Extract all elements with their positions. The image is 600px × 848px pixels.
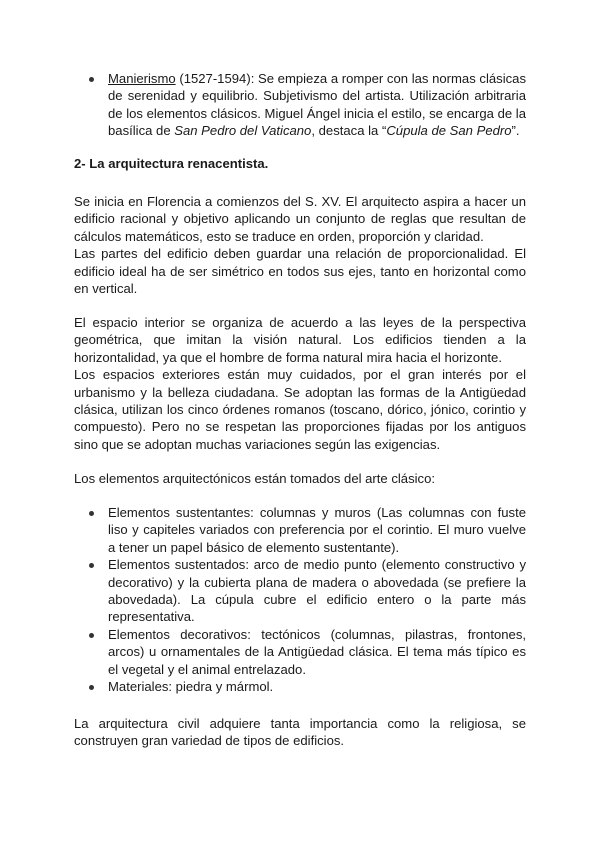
paragraph-3-text: Los elementos arquitectónicos están tomados del arte clásico: xyxy=(74,471,436,486)
mannerism-text-3: ”. xyxy=(511,123,520,139)
mannerism-italic-2: Cúpula de San Pedro xyxy=(386,123,512,139)
list-item-text: Elementos decorativos: tectónicos (columnas, pilastras, frontones, arcos) u ornamentales de la Antigüedad clásica. El tema más típico es el vegetal y el animal entrelazado. xyxy=(108,626,526,677)
paragraph-1 xyxy=(74,193,526,297)
section-title: 2- La arquitectura renacentista. xyxy=(74,156,269,171)
paragraph-2a: El espacio interior se organiza de acuerdo a las leyes de la perspectiva geométrica, que imitan la visión natural. Los edificios tienden a la horizontalidad, ya que el hombre de forma natural mira hacia el horizonte. xyxy=(74,315,526,365)
mannerism-bullet xyxy=(74,70,526,140)
list-item xyxy=(74,678,526,695)
mannerism-term: Manierismo xyxy=(108,71,176,86)
section-heading-block xyxy=(74,155,526,172)
paragraph-2b: Los espacios exteriores están muy cuidados, por el gran interés por el urbanismo y la belleza ciudadana. Se adoptan las formas de la Antigüedad clásica, utilizan los cinco órdenes romanos (toscano, dórico, jónico, corintio y compuesto). Pero no se respetan las proporciones fijadas por los antiguos sino que se adoptan muchas variaciones según las exigencias. xyxy=(74,367,526,452)
mannerism-text-2: , destaca la “ xyxy=(311,123,387,139)
mannerism-dates: (1527-1594) xyxy=(175,71,251,86)
paragraph-3 xyxy=(74,470,526,487)
mannerism-text-1: : Se empieza a romper con las normas clásicas de serenidad y equilibrio. Subjetivismo del artista. Utilización arbitraria de los elementos clásicos. Miguel Ángel inicia el estilo, se encarga de la basílica de xyxy=(108,71,526,139)
paragraph-4-text: La arquitectura civil adquiere tanta importancia como la religiosa, se construyen gran variedad de tipos de edificios. xyxy=(74,716,526,749)
bullet-dot xyxy=(89,633,94,638)
bullet-dot xyxy=(89,563,94,568)
bullet-dot xyxy=(89,685,94,690)
mannerism-italic-1: San Pedro del Vaticano xyxy=(174,123,312,139)
mannerism-list xyxy=(74,70,526,140)
bullet-dot xyxy=(89,77,94,82)
paragraph-1a: Se inicia en Florencia a comienzos del S. XV. El arquitecto aspira a hacer un edificio racional y objetivo aplicando un conjunto de reglas que resultan de cálculos matemáticos, esto se traduce en orden, proporción y claridad. xyxy=(74,194,526,244)
list-item-text: Elementos sustentados: arco de medio punto (elemento constructivo y decorativo) y la cubierta plana de madera o abovedada (se prefiere la abovedada). La cúpula cubre el edificio entero o la parte más representativa. xyxy=(108,557,526,625)
bullet-dot xyxy=(89,511,94,516)
list-item xyxy=(74,556,526,626)
list-item xyxy=(74,504,526,556)
paragraph-2 xyxy=(74,314,526,453)
paragraph-1b: Las partes del edificio deben guardar una relación de proporcionalidad. El edificio ideal ha de ser simétrico en todos sus ejes, tanto en horizontal como en vertical. xyxy=(74,246,526,297)
list-item xyxy=(74,626,526,678)
elements-list xyxy=(74,504,526,695)
list-item-text: Elementos sustentantes: columnas y muros (Las columnas con fuste liso y capiteles variados con preferencia por el corintio. El muro vuelve a tener un papel básico de elemento sustentante). xyxy=(108,505,526,555)
paragraph-4 xyxy=(74,715,526,750)
list-item-text: Materiales: piedra y mármol. xyxy=(108,679,274,695)
